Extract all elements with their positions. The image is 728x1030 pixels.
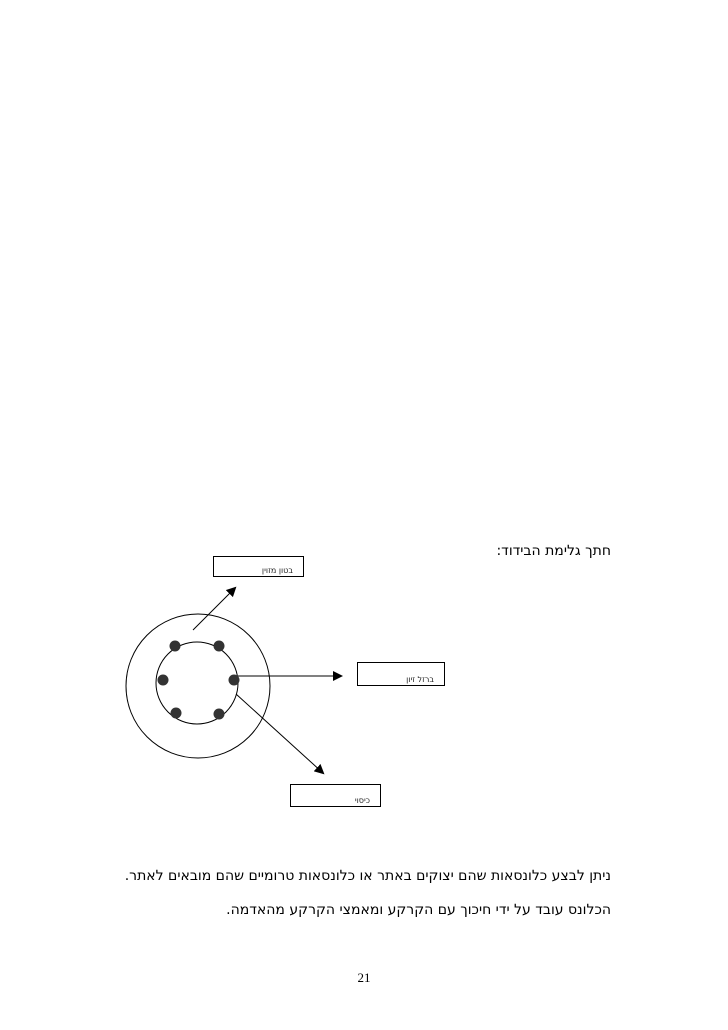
inner-circle [156, 642, 238, 724]
rebar-dot [229, 675, 240, 686]
paragraph-2: הכלונס עובד על ידי חיכוך עם הקרקע ומאמצי הקרקע מהאדמה. [226, 902, 611, 918]
rebar-dot [170, 641, 181, 652]
label-bottom-text: כיסוי [354, 796, 370, 805]
rebar-dot [171, 708, 182, 719]
label-box-right [357, 662, 445, 686]
label-box-bottom [290, 784, 381, 807]
rebar-dot [158, 675, 169, 686]
arrow-to-top-label [193, 588, 235, 630]
label-box-top [213, 556, 304, 577]
page-number: 21 [357, 970, 371, 985]
rebar-dot [214, 641, 225, 652]
outer-circle [126, 614, 270, 758]
label-top-text: בטון מזוין [261, 566, 293, 575]
paragraph-1: ניתן לבצע כלונסאות שהם יצוקים באתר או כלונסאות טרומיים שהם מובאים לאתר. [124, 868, 611, 884]
arrow-to-bottom-label [236, 694, 323, 773]
label-right-text: ברזל זיון [406, 675, 434, 684]
section-heading: חתך גלימת הבידוד: [496, 543, 611, 559]
rebar-dot [214, 709, 225, 720]
